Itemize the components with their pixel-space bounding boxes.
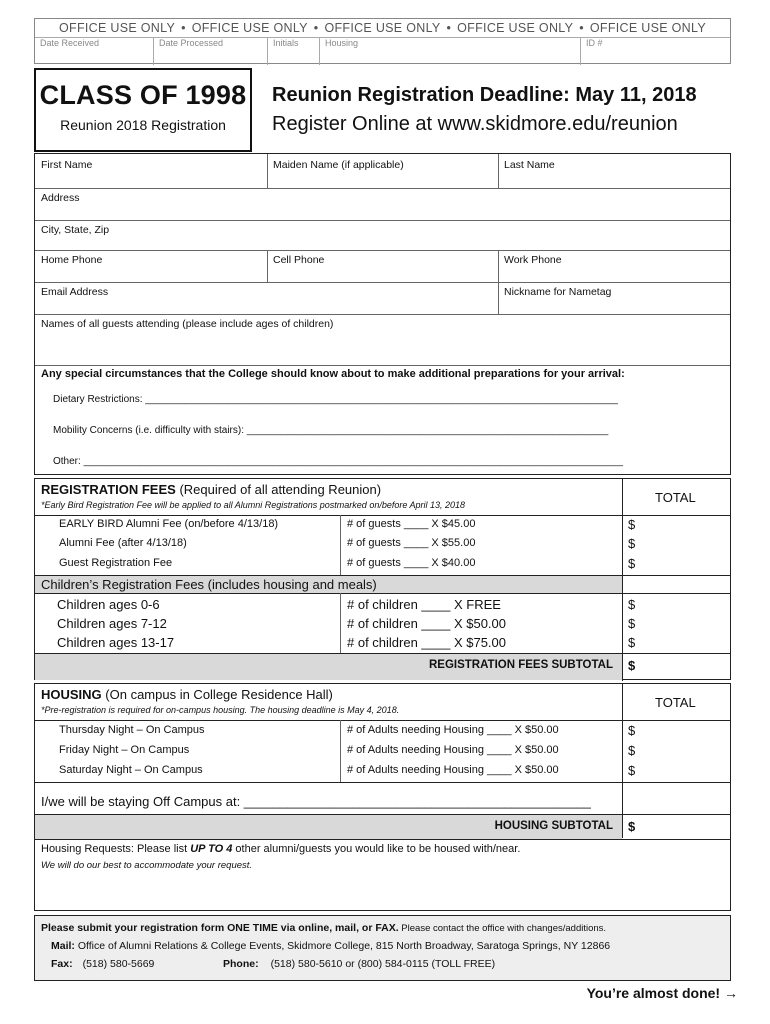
housing-requests-field[interactable]: Housing Requests: Please list UP TO 4 other alumni/guests you would like to be housed with/near. <box>41 843 521 855</box>
children-row-calc[interactable]: # of children ____ X FREE <box>347 597 501 612</box>
fee-row-total[interactable]: $ <box>628 556 636 571</box>
fee-row-label: EARLY BIRD Alumni Fee (on/before 4/13/18) <box>59 518 279 530</box>
fax-number: Fax: (518) 580-5669 <box>51 958 155 970</box>
children-row-label: Children ages 0-6 <box>57 597 160 612</box>
initials-label: Initials <box>273 38 299 48</box>
children-row-total[interactable]: $ <box>628 597 636 612</box>
office-use-label: OFFICE USE ONLY <box>457 21 574 35</box>
contact-form <box>34 153 731 475</box>
bullet: • <box>579 21 584 35</box>
fee-row-calc[interactable]: # of guests ____ X $55.00 <box>347 537 476 549</box>
housing-row-calc[interactable]: # of Adults needing Housing ____ X $50.00 <box>347 744 559 756</box>
fees-total-label: TOTAL <box>655 490 696 505</box>
fee-row-calc[interactable]: # of guests ____ X $40.00 <box>347 557 476 569</box>
children-row-label: Children ages 13-17 <box>57 635 175 650</box>
housing-row-label: Saturday Night – On Campus <box>59 764 203 776</box>
housing-row-calc[interactable]: # of Adults needing Housing ____ X $50.00 <box>347 764 559 776</box>
phone-number: Phone: (518) 580-5610 or (800) 584-0115 (TOLL FREE) <box>223 958 496 970</box>
housing-note: *Pre-registration is required for on-campus housing. The housing deadline is May 4, 2018. <box>41 705 400 715</box>
mail-address: Mail: Office of Alumni Relations & College Events, Skidmore College, 815 North Broadway, Saratoga Springs, NY 12866 <box>51 940 611 952</box>
registration-deadline: Reunion Registration Deadline: May 11, 2018 <box>272 84 697 106</box>
bullet: • <box>181 21 186 35</box>
last-name-field[interactable]: Last Name <box>504 159 555 171</box>
fees-subtotal-label: REGISTRATION FEES SUBTOTAL <box>428 659 613 671</box>
id-label: ID # <box>586 38 603 48</box>
email-field[interactable]: Email Address <box>41 286 109 298</box>
housing-heading: HOUSING (On campus in College Residence Hall) <box>41 687 333 702</box>
fee-row-label: Alumni Fee (after 4/13/18) <box>59 537 187 549</box>
housing-requests-note: We will do our best to accommodate your request. <box>41 860 253 871</box>
fees-subtotal-total[interactable]: $ <box>628 658 636 673</box>
fee-row-total[interactable]: $ <box>628 536 636 551</box>
housing-row-total[interactable]: $ <box>628 723 636 738</box>
date-processed-label: Date Processed <box>159 38 224 48</box>
maiden-name-field[interactable]: Maiden Name (if applicable) <box>273 159 404 171</box>
office-use-label: OFFICE USE ONLY <box>324 21 441 35</box>
fee-row-calc[interactable]: # of guests ____ X $45.00 <box>347 518 476 530</box>
children-row-calc[interactable]: # of children ____ X $50.00 <box>347 616 507 631</box>
housing-row-total[interactable]: $ <box>628 743 636 758</box>
children-row-calc[interactable]: # of children ____ X $75.00 <box>347 635 507 650</box>
housing-row-calc[interactable]: # of Adults needing Housing ____ X $50.00 <box>347 724 559 736</box>
children-row-total[interactable]: $ <box>628 635 636 650</box>
bullet: • <box>313 21 319 35</box>
home-phone-field[interactable]: Home Phone <box>41 254 103 266</box>
children-row-label: Children ages 7-12 <box>57 616 167 631</box>
dietary-restrictions-field[interactable]: Dietary Restrictions: _____________________________________________________________________________________ <box>53 394 618 405</box>
class-box <box>34 68 252 152</box>
class-subtitle: Reunion 2018 Registration <box>60 117 226 133</box>
children-fees-heading: Children’s Registration Fees (includes housing and meals) <box>41 577 377 592</box>
office-use-label: OFFICE USE ONLY <box>191 21 308 35</box>
office-use-label: OFFICE USE ONLY <box>59 21 176 35</box>
housing-row-total[interactable]: $ <box>628 763 636 778</box>
children-row-total[interactable]: $ <box>628 616 636 631</box>
office-use-strip <box>34 18 731 64</box>
address-field[interactable]: Address <box>41 192 80 204</box>
housing-section <box>34 683 731 911</box>
cell-phone-field[interactable]: Cell Phone <box>273 254 325 266</box>
office-use-label: OFFICE USE ONLY <box>589 21 706 35</box>
fee-row-total[interactable]: $ <box>628 517 636 532</box>
off-campus-field[interactable]: I/we will be staying Off Campus at: ________________________________________________ <box>41 794 591 809</box>
fees-heading: REGISTRATION FEES (Required of all attending Reunion) <box>41 482 382 497</box>
guests-field[interactable]: Names of all guests attending (please include ages of children) <box>41 318 334 330</box>
registration-fees-section <box>34 478 731 680</box>
housing-row-label: Thursday Night – On Campus <box>59 724 205 736</box>
almost-done-note: You’re almost done! → <box>586 985 738 1001</box>
work-phone-field[interactable]: Work Phone <box>504 254 562 266</box>
first-name-field[interactable]: First Name <box>41 159 93 171</box>
city-state-zip-field[interactable]: City, State, Zip <box>41 224 110 236</box>
register-online: Register Online at www.skidmore.edu/reunion <box>272 113 678 135</box>
early-bird-note: *Early Bird Registration Fee will be applied to all Alumni Registrations postmarked on/before April 13, 2018 <box>41 500 466 510</box>
housing-total-label: TOTAL <box>655 695 696 710</box>
nickname-field[interactable]: Nickname for Nametag <box>504 286 612 298</box>
housing-subtotal-label: HOUSING SUBTOTAL <box>494 820 613 832</box>
fee-row-label: Guest Registration Fee <box>59 557 173 569</box>
submit-instructions-line: Please submit your registration form ONE TIME via online, mail, or FAX. Please contact the office with changes/additions. <box>41 922 607 934</box>
housing-subtotal-total[interactable]: $ <box>628 819 636 834</box>
mobility-concerns-field[interactable]: Mobility Concerns (i.e. difficulty with stairs): _________________________________________________________________ <box>53 425 609 436</box>
housing-row-label: Friday Night – On Campus <box>59 744 190 756</box>
date-received-label: Date Received <box>40 38 100 48</box>
other-field[interactable]: Other: _________________________________________________________________________________________________ <box>53 456 624 467</box>
special-circumstances-heading: Any special circumstances that the College should know about to make additional preparations for your arrival: <box>41 368 625 380</box>
class-title: CLASS OF 1998 <box>39 80 247 110</box>
bullet: • <box>446 21 452 35</box>
submission-instructions <box>34 915 731 981</box>
housing-label: Housing <box>325 38 359 48</box>
